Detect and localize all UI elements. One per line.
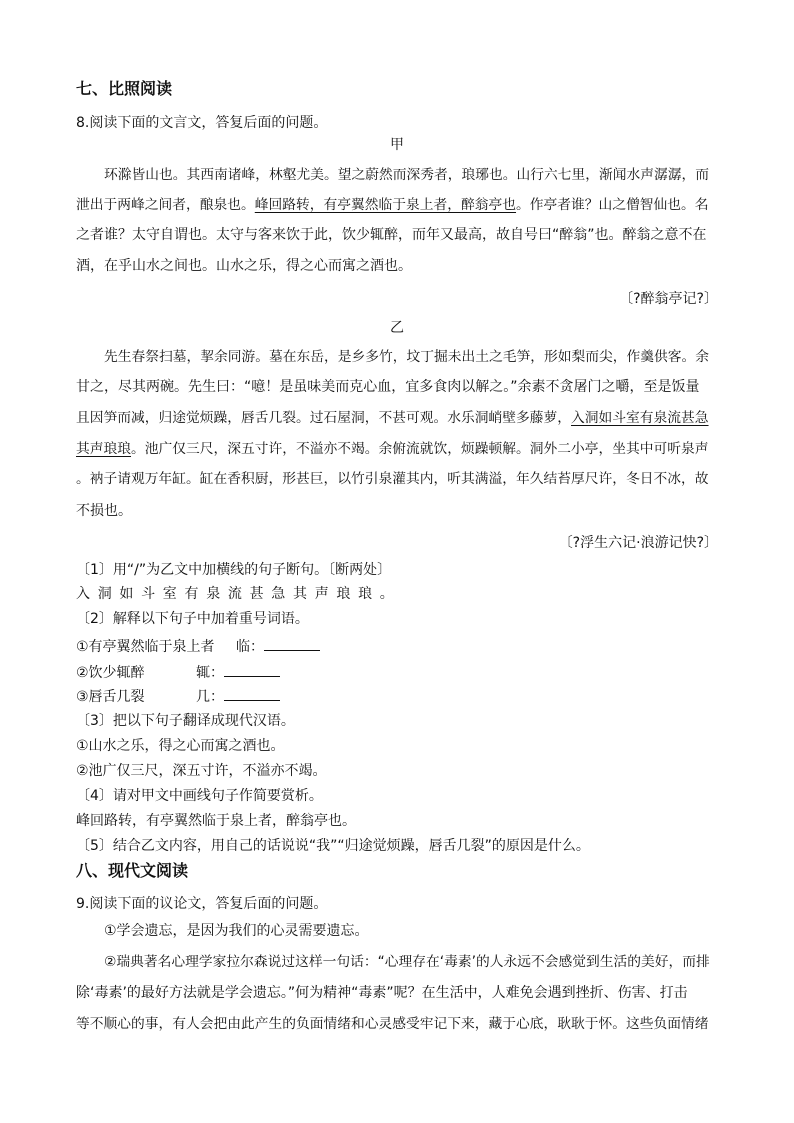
passage-yi-line: 甘之，尽其两碗。先生曰：“噫！是虽味美而克心血，宜多食肉以解之。”余素不贪屠门之嚼，至是饭量 <box>76 379 700 395</box>
underlined-sentence: 其声琅琅 <box>76 441 132 457</box>
essay-paragraph-2-line: 等不顺心的事，有人会把由此产生的负面情绪和心灵感受牢记下来，藏于心底，耿耿于怀。这些负面情绪 <box>76 1016 709 1032</box>
subquestion-2-item: ③唇舌几裂 几： <box>76 686 280 707</box>
subquestion-3: 〔3〕把以下句子翻译成现代汉语。 <box>76 713 295 729</box>
subquestion-1-text: 入洞如斗室有泉流甚急其声琅琅。 <box>76 586 402 602</box>
underlined-sentence: 峰回路转，有亭翼然临于泉上者，醉翁亭也 <box>254 197 517 213</box>
passage-yi-line: 且因笋而减，归途觉烦躁，唇舌几裂。过石屋洞，不甚可观。水乐洞峭壁多藤萝，入洞如斗室有泉流甚急 <box>76 410 709 426</box>
essay-paragraph-1: ①学会遗忘，是因为我们的心灵需要遗忘。 <box>104 923 369 939</box>
passage-jia-source: 〔?醉翁亭记?〕 <box>619 291 718 307</box>
subquestion-4-text: 峰回路转，有亭翼然临于泉上者，醉翁亭也。 <box>76 813 356 829</box>
passage-jia-line: 酒，在乎山水之间也。山水之乐，得之心而寓之酒也。 <box>76 258 412 274</box>
subquestion-3-item: ②池广仅三尺，深五寸许，不溢亦不竭。 <box>76 763 327 779</box>
passage-yi-source: 〔?浮生六记·浪游记快?〕 <box>558 535 718 551</box>
passage-yi-line: 先生春祭扫墓，挈余同游。墓在东岳，是乡多竹，坟丁掘未出土之毛笋，形如梨而尖，作羹供客。余 <box>104 349 710 365</box>
passage-yi-title: 乙 <box>390 320 404 336</box>
passage-jia-line: 泄出于两峰之间者，酿泉也。峰回路转，有亭翼然临于泉上者，醉翁亭也。作亭者谁？山之僧智仙也。名 <box>76 197 709 213</box>
subquestion-3-item: ①山水之乐，得之心而寓之酒也。 <box>76 738 285 754</box>
question-9-intro: 9.阅读下面的议论文，答复后面的问题。 <box>76 896 328 912</box>
essay-paragraph-2-line: 除‘毒素’的最好方法就是学会遗忘。”何为精神“毒素”呢？在生活中，人难免会遇到挫折、伤害、打击 <box>76 985 688 1001</box>
subquestion-5: 〔5〕结合乙文内容，用自己的话说说“我”“归途觉烦躁，唇舌几裂”的原因是什么。 <box>76 838 590 854</box>
passage-yi-line: 其声琅琅。池广仅三尺，深五寸许，不溢亦不竭。余俯流就饮，烦躁顿解。洞外二小亭，坐其中可听泉声 <box>76 441 709 457</box>
passage-yi-line: 。衲子请观万年缸。缸在香积厨，形甚巨，以竹引泉灌其内，听其满溢，年久结苔厚尺许，冬日不冰，故 <box>76 471 709 487</box>
subquestion-4: 〔4〕请对甲文中画线句子作简要赏析。 <box>76 788 323 804</box>
passage-yi-line: 不损也。 <box>76 503 132 519</box>
passage-jia-title: 甲 <box>390 137 404 153</box>
underlined-sentence: 入洞如斗室有泉流甚急 <box>571 410 709 426</box>
passage-jia-line: 之者谁？太守自谓也。太守与客来饮于此，饮少辄醉，而年又最高，故自号曰“醉翁”也。醉翁之意不在 <box>76 227 707 243</box>
section-title-8: 八、现代文阅读 <box>76 861 189 880</box>
essay-paragraph-2-line: ②瑞典著名心理学家拉尔森说过这样一句话：“心理存在‘毒素’的人永远不会感觉到生活的美好，而排 <box>104 954 710 970</box>
subquestion-2-item: ①有亭翼然临于泉上者 临： <box>76 636 320 657</box>
answer-blank[interactable] <box>224 662 280 677</box>
question-8-intro: 8.阅读下面的文言文，答复后面的问题。 <box>76 115 328 131</box>
answer-blank[interactable] <box>264 636 320 651</box>
answer-blank[interactable] <box>224 686 280 701</box>
passage-jia-line: 环滁皆山也。其西南诸峰，林壑尤美。望之蔚然而深秀者，琅琊也。山行六七里，渐闻水声潺潺，而 <box>104 167 710 183</box>
subquestion-2-item: ②饮少辄醉 辄： <box>76 662 280 683</box>
subquestion-1: 〔1〕用“/”为乙文中加横线的句子断句。〔断两处〕 <box>76 562 392 578</box>
subquestion-2: 〔2〕解释以下句子中加着重号词语。 <box>76 611 309 627</box>
section-title-7: 七、比照阅读 <box>76 79 173 98</box>
